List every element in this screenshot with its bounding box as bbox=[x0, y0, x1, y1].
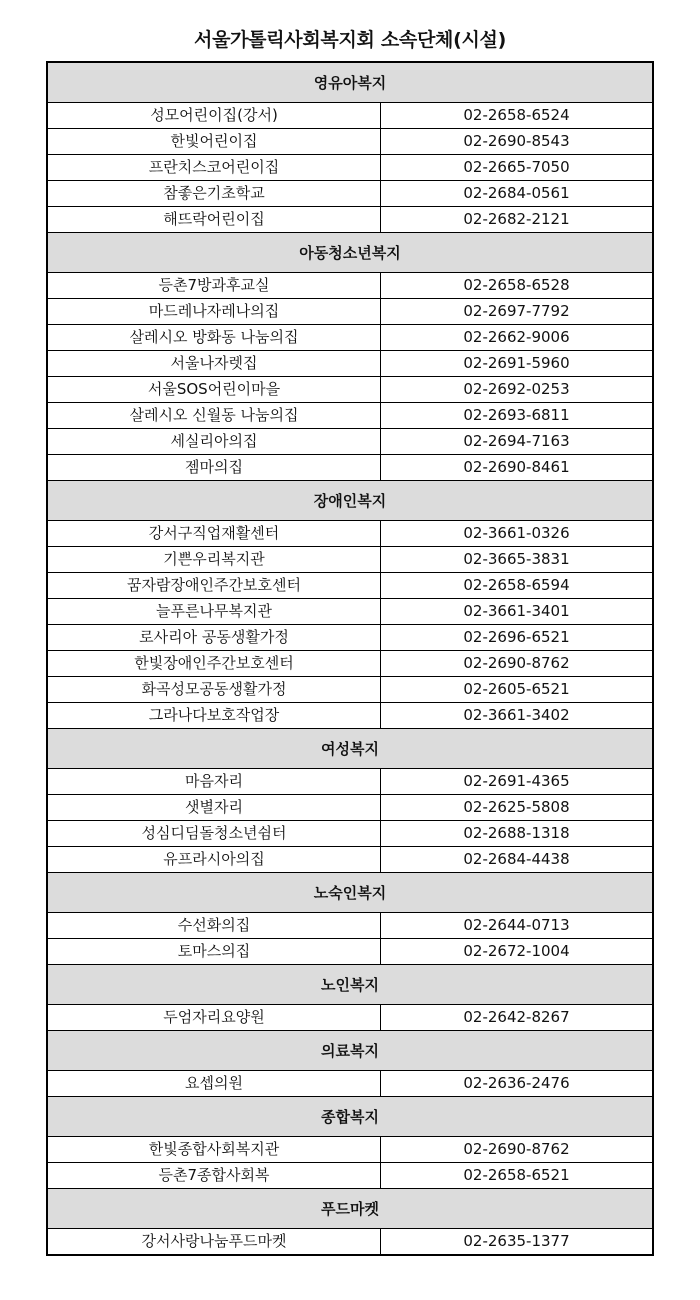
section-header: 의료복지 bbox=[48, 1030, 652, 1070]
phone-number: 02-2691-4365 bbox=[463, 772, 570, 790]
table-row bbox=[48, 820, 652, 846]
table-row bbox=[48, 1228, 652, 1254]
table-row bbox=[48, 1162, 652, 1188]
table-row bbox=[48, 1070, 652, 1096]
facility-name: 꿈자람장애인주간보호센터 bbox=[48, 573, 381, 598]
facility-name: 마음자리 bbox=[48, 769, 381, 794]
table-row bbox=[48, 402, 652, 428]
table-row bbox=[48, 272, 652, 298]
phone-number: 02-2690-8461 bbox=[463, 458, 570, 476]
table-row bbox=[48, 1004, 652, 1030]
table-row bbox=[48, 546, 652, 572]
phone-number: 02-2697-7792 bbox=[463, 302, 570, 320]
table-row bbox=[48, 454, 652, 480]
table-row bbox=[48, 912, 652, 938]
table-row bbox=[48, 794, 652, 820]
facility-name: 수선화의집 bbox=[48, 913, 381, 938]
facility-name: 그라나다보호작업장 bbox=[48, 703, 381, 728]
phone-number: 02-2605-6521 bbox=[463, 680, 570, 698]
section-header: 영유아복지 bbox=[48, 63, 652, 102]
facility-name: 두엄자리요양원 bbox=[48, 1005, 381, 1030]
facility-name: 강서사랑나눔푸드마켓 bbox=[48, 1229, 381, 1254]
facility-name: 한빛장애인주간보호센터 bbox=[48, 651, 381, 676]
facility-name: 해뜨락어린이집 bbox=[48, 207, 381, 232]
facility-name: 기쁜우리복지관 bbox=[48, 547, 381, 572]
facility-name: 살레시오 신월동 나눔의집 bbox=[48, 403, 381, 428]
table-row bbox=[48, 624, 652, 650]
facility-name: 서울나자렛집 bbox=[48, 351, 381, 376]
facility-name: 로사리아 공동생활가정 bbox=[48, 625, 381, 650]
table-row bbox=[48, 180, 652, 206]
facility-name: 화곡성모공동생활가정 bbox=[48, 677, 381, 702]
phone-number: 02-2658-6528 bbox=[463, 276, 570, 294]
page-title: 서울가톨릭사회복지회 소속단체(시설) bbox=[194, 29, 506, 51]
facility-name: 강서구직업재활센터 bbox=[48, 521, 381, 546]
phone-number: 02-3665-3831 bbox=[463, 550, 570, 568]
phone-number: 02-2658-6594 bbox=[463, 576, 570, 594]
facility-name: 한빛종합사회복지관 bbox=[48, 1137, 381, 1162]
table-row bbox=[48, 102, 652, 128]
section-header: 아동청소년복지 bbox=[48, 232, 652, 272]
table-row bbox=[48, 938, 652, 964]
phone-number: 02-3661-3401 bbox=[463, 602, 570, 620]
table-row bbox=[48, 768, 652, 794]
table-row bbox=[48, 846, 652, 872]
table-row bbox=[48, 154, 652, 180]
facility-name: 성심디딤돌청소년쉼터 bbox=[48, 821, 381, 846]
phone-number: 02-2694-7163 bbox=[463, 432, 570, 450]
facility-name: 프란치스코어린이집 bbox=[48, 155, 381, 180]
facility-name: 참좋은기초학교 bbox=[48, 181, 381, 206]
phone-number: 02-2693-6811 bbox=[463, 406, 570, 424]
phone-number: 02-2658-6521 bbox=[463, 1166, 570, 1184]
table-row bbox=[48, 376, 652, 402]
facility-name: 젬마의집 bbox=[48, 455, 381, 480]
phone-number: 02-2692-0253 bbox=[463, 380, 570, 398]
phone-number: 02-2672-1004 bbox=[463, 942, 570, 960]
phone-number: 02-2644-0713 bbox=[463, 916, 570, 934]
phone-number: 02-2691-5960 bbox=[463, 354, 570, 372]
section-header: 노인복지 bbox=[48, 964, 652, 1004]
table-row bbox=[48, 428, 652, 454]
facility-name: 토마스의집 bbox=[48, 939, 381, 964]
phone-number: 02-2658-6524 bbox=[463, 106, 570, 124]
facility-name: 살레시오 방화동 나눔의집 bbox=[48, 325, 381, 350]
facility-name: 등촌7방과후교실 bbox=[48, 273, 381, 298]
section-header: 푸드마켓 bbox=[48, 1188, 652, 1228]
table-row bbox=[48, 206, 652, 232]
phone-number: 02-2690-8543 bbox=[463, 132, 570, 150]
phone-number: 02-2682-2121 bbox=[463, 210, 570, 228]
table-row bbox=[48, 324, 652, 350]
facility-name: 요셉의원 bbox=[48, 1071, 381, 1096]
table-row bbox=[48, 520, 652, 546]
phone-number: 02-2635-1377 bbox=[463, 1232, 570, 1250]
facility-name: 한빛어린이집 bbox=[48, 129, 381, 154]
table-row bbox=[48, 128, 652, 154]
phone-number: 02-2665-7050 bbox=[463, 158, 570, 176]
phone-number: 02-2690-8762 bbox=[463, 1140, 570, 1158]
table-row bbox=[48, 298, 652, 324]
table-row bbox=[48, 676, 652, 702]
phone-number: 02-2684-4438 bbox=[463, 850, 570, 868]
facility-name: 마드레나자레나의집 bbox=[48, 299, 381, 324]
section-header: 종합복지 bbox=[48, 1096, 652, 1136]
phone-number: 02-2688-1318 bbox=[463, 824, 570, 842]
table-row bbox=[48, 650, 652, 676]
facility-name: 세실리아의집 bbox=[48, 429, 381, 454]
facility-name: 등촌7종합사회복 bbox=[48, 1163, 381, 1188]
directory-table bbox=[46, 61, 654, 1256]
facility-name: 샛별자리 bbox=[48, 795, 381, 820]
table-row bbox=[48, 572, 652, 598]
section-header: 여성복지 bbox=[48, 728, 652, 768]
facility-name: 유프라시아의집 bbox=[48, 847, 381, 872]
phone-number: 02-2625-5808 bbox=[463, 798, 570, 816]
facility-name: 늘푸른나무복지관 bbox=[48, 599, 381, 624]
phone-number: 02-2636-2476 bbox=[463, 1074, 570, 1092]
phone-number: 02-2684-0561 bbox=[463, 184, 570, 202]
section-header: 장애인복지 bbox=[48, 480, 652, 520]
phone-number: 02-3661-0326 bbox=[463, 524, 570, 542]
table-row bbox=[48, 350, 652, 376]
phone-number: 02-2696-6521 bbox=[463, 628, 570, 646]
facility-name: 서울SOS어린이마을 bbox=[48, 377, 381, 402]
section-header: 노숙인복지 bbox=[48, 872, 652, 912]
phone-number: 02-2642-8267 bbox=[463, 1008, 570, 1026]
phone-number: 02-2662-9006 bbox=[463, 328, 570, 346]
table-row bbox=[48, 1136, 652, 1162]
table-row bbox=[48, 598, 652, 624]
table-row bbox=[48, 702, 652, 728]
phone-number: 02-2690-8762 bbox=[463, 654, 570, 672]
phone-number: 02-3661-3402 bbox=[463, 706, 570, 724]
facility-name: 성모어린이집(강서) bbox=[48, 103, 381, 128]
